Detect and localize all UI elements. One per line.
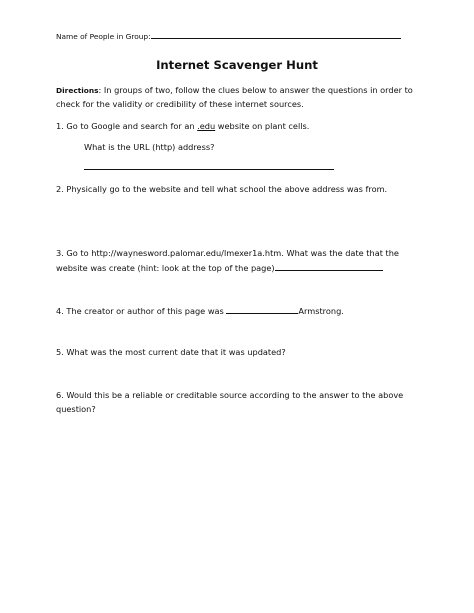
- question-3-line-2: [56, 261, 383, 274]
- date-created-blank[interactable]: [275, 261, 383, 271]
- group-name-blank[interactable]: [151, 29, 401, 39]
- url-answer-blank[interactable]: [84, 169, 334, 170]
- directions-line-2: check for the validity or credibility of these internet sources.: [56, 99, 304, 109]
- question-4-text-before: 4. The creator or author of this page was: [56, 306, 227, 316]
- question-6-line-2: question?: [56, 404, 96, 414]
- directions-line-1: [56, 84, 413, 97]
- question-4-text-after: Armstrong.: [298, 306, 344, 316]
- question-1-text-after: website on plant cells.: [215, 121, 310, 131]
- edu-term: .edu: [197, 121, 216, 131]
- question-3-text: website was create (hint: look at the top of the page): [56, 263, 275, 273]
- question-5: 5. What was the most current date that it was updated?: [56, 347, 286, 357]
- author-blank[interactable]: [226, 304, 298, 314]
- directions-text-1: : In groups of two, follow the clues below to answer the questions in order to: [98, 85, 413, 95]
- question-4: [56, 304, 344, 317]
- question-1-sub: What is the URL (http) address?: [84, 142, 215, 152]
- question-1-text-before: 1. Go to Google and search for an: [56, 121, 198, 131]
- question-2: 2. Physically go to the website and tell what school the above address was from.: [56, 184, 388, 194]
- worksheet-title: Internet Scavenger Hunt: [156, 58, 318, 72]
- question-1: [56, 120, 309, 132]
- question-3-line-1: 3. Go to http://waynesword.palomar.edu/lmexer1a.htm. What was the date that the: [56, 248, 399, 258]
- group-name-line: [56, 29, 401, 43]
- directions-label: Directions: [56, 86, 99, 95]
- group-name-label: Name of People in Group:: [56, 32, 151, 41]
- question-6-line-1: 6. Would this be a reliable or creditable source according to the answer to the above: [56, 390, 404, 400]
